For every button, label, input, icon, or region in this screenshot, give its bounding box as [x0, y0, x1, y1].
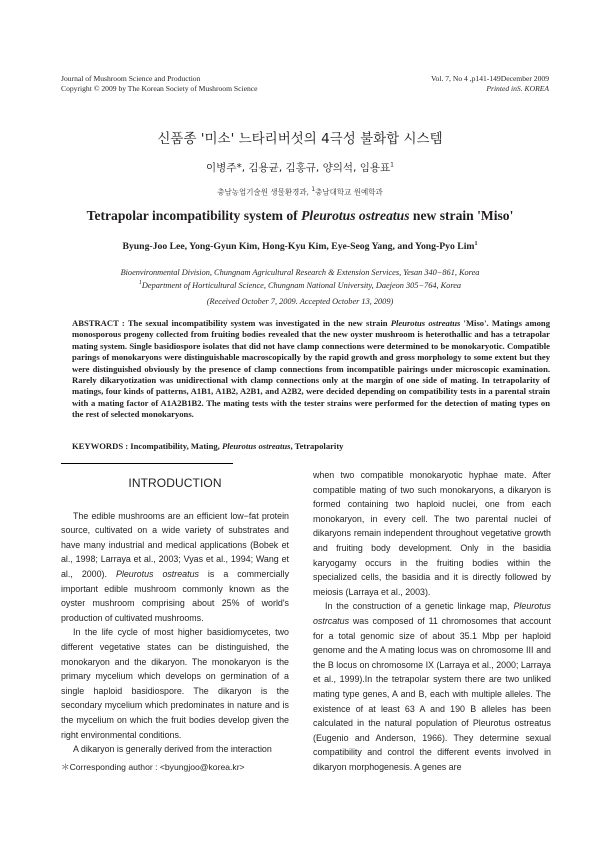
- korean-affiliation: [0, 186, 600, 198]
- english-title: [0, 208, 600, 224]
- keywords-species: Pleurotus ostreatus: [221, 441, 291, 451]
- korean-title: 신품종 '미소' 느타리버섯의 4극성 불화합 시스템: [157, 131, 443, 147]
- keywords-text-2: , Tetrapolarity: [290, 441, 344, 451]
- intro-paragraph-1: [61, 509, 289, 626]
- abstract: [72, 318, 550, 421]
- korean-authors: [0, 160, 600, 175]
- korean-author-names: 이병주*, 김용균, 김홍규, 양의석, 임용표: [206, 162, 391, 174]
- intro-paragraph-2: In the life cycle of most higher basidiomycetes, two different vegetative states can be distinguished, the monokaryon and the dikaryon. The monokaryon is the primary mycelium which develops on germination of a single haploid basidiospore. The dikaryon is the secondary mycelium which predominates in nature and is the mycelium on which the fruit bodies develop given the right environmental conditions.: [61, 627, 289, 740]
- keywords: [72, 441, 550, 451]
- english-affiliation-2-mark: 1: [138, 280, 142, 286]
- intro-p5-text-b: was composed of 11 chromosomes that account for a total genomic size of about 35.1 Mbp per haploid genome and the A mating locus was on chromosome III and the B locus on chromosome IX (Larraya et al., 2000; Larraya et al., 1999).In the tetrapolar system there are two unliked mating type genes, A and B, each with multiple alleles. The existence of at least 63 A and 190 B alleles has been calculated in the natural population of Pleurotus ostreatus (Eugenio and Anderson, 1966). They determine sexual compatibility and control the different events involved in dikaryon morphogenesis. A genes are: [313, 615, 551, 772]
- intro-p1-text-a: The edible mushrooms are an efficient low−fat protein source, cultivated on a wide variety of substrates and have many industrial and medical applications (Bobek et al., 1998; Larraya et al., 2003; Vyas et al., 1994; Wang et al., 2000).: [61, 510, 289, 579]
- english-affiliation-2-line: [0, 278, 600, 291]
- intro-paragraph-5: [313, 599, 551, 774]
- english-affiliation-2: Department of Horticultural Science, Chungnam National University, Daejeon 305−764, Korea: [141, 280, 462, 290]
- intro-p1-species: Pleurotus ostreatus: [115, 568, 199, 579]
- intro-paragraph-3: A dikaryon is generally derived from the interaction: [73, 744, 272, 755]
- received-dates: (Received October 7, 2009. Accepted October 13, 2009): [206, 297, 394, 306]
- copyright-line: Copyright © 2009 by The Korean Society of Mushroom Science: [61, 84, 258, 93]
- korean-affiliation-mark: 1: [311, 186, 316, 193]
- abstract-text-1: The sexual incompatibility system was investigated in the new strain: [127, 318, 391, 328]
- abstract-label: ABSTRACT :: [72, 318, 128, 328]
- journal-name: Journal of Mushroom Science and Production: [61, 74, 201, 83]
- english-authors: [0, 241, 600, 252]
- section-heading-introduction: INTRODUCTION: [128, 476, 222, 490]
- printed-in: Printed inS. KOREA: [486, 84, 549, 93]
- intro-paragraph-4: when two compatible monokaryotic hyphae mate. After compatible mating of two such monokaryons, a dikaryon is formed containing two haploid nuclei, one from each monokaryon, in every cell. The two parental nuclei of dikaryons remain independent throughout vegetative growth and fruiting body development. Only in the basidia karyogamy occurs in the fruiting bodies within the specialized cells, the basidia and it is directly followed by meiosis (Larraya et al., 2003).: [313, 470, 551, 597]
- english-title-species: Pleurotus ostreatus: [301, 208, 410, 223]
- intro-p5-species: Pleurotus ostrcatus: [313, 601, 551, 626]
- korean-author-affil-mark: 1: [390, 161, 394, 169]
- corresponding-author-footnote: ＊Corresponding author : <byungjoo@korea.kr>: [61, 762, 245, 772]
- english-affiliation-1: Bioenvironmental Division, Chungnam Agricultural Research & Extension Services, Yesan 340−861, Korea: [120, 268, 480, 277]
- abstract-species: Pleurotus ostreatus: [390, 318, 461, 328]
- volume-info: Vol. 7, No 4 ,p141-149December 2009: [431, 74, 549, 83]
- korean-affiliation-1: 충남농업기술원 생물환경과,: [217, 187, 312, 197]
- keywords-text-1: Incompatibility, Mating,: [130, 441, 222, 451]
- journal-header-left: [61, 74, 258, 94]
- english-title-post: new strain 'Miso': [409, 208, 514, 223]
- english-author-affil-mark: 1: [474, 241, 478, 247]
- body-column-left: [61, 476, 289, 757]
- abstract-text-2: 'Miso'. Matings among monosporous progeny collected from fruiting bodies revealed that the new oyster mushroom is heterothallic and has a tetrapolar mating system. Single basidiospore isolates that did not have clamp connections were determined to be monokaryotic. Compatible parings of monokaryons were distinguishable macroscopically by the rapid growth and gross morphology to some extent but they were distinguished obviously by the presence of clamp connections from incompatible pairings under microscopic examination. Rarely dikaryotization was unidirectional with clamp connections only at the margin of one side of mating. In tetrapolarity of matings, four kinds of patterns, A1B1, A1B2, A2B1, and A2B2, were decided depending on compatibility tests in a parental strain with a mating factor of A1A2B1B2. The mating tests with the tester strains were performed for the detection of mating types on the rest of selected monokaryons.: [72, 318, 550, 420]
- english-affiliations: [0, 267, 600, 291]
- intro-p1-text-b: is a commercially important edible mushroom commonly known as the oyster mushroom comprising about 25% of world's production of cultivated mushrooms.: [61, 568, 290, 623]
- keywords-divider: [61, 463, 233, 464]
- english-author-names: Byung-Joo Lee, Yong-Gyun Kim, Hong-Kyu Kim, Eye-Seog Yang, and Yong-Pyo Lim: [122, 241, 475, 253]
- body-column-right: [313, 468, 551, 774]
- keywords-label: KEYWORDS :: [72, 441, 131, 451]
- english-title-pre: Tetrapolar incompatibility system of: [86, 208, 302, 223]
- korean-affiliation-2: 충남대학교 원예학과: [315, 187, 383, 197]
- intro-p5-text-a: In the construction of a genetic linkage map,: [325, 601, 514, 612]
- journal-header-right: [431, 74, 549, 94]
